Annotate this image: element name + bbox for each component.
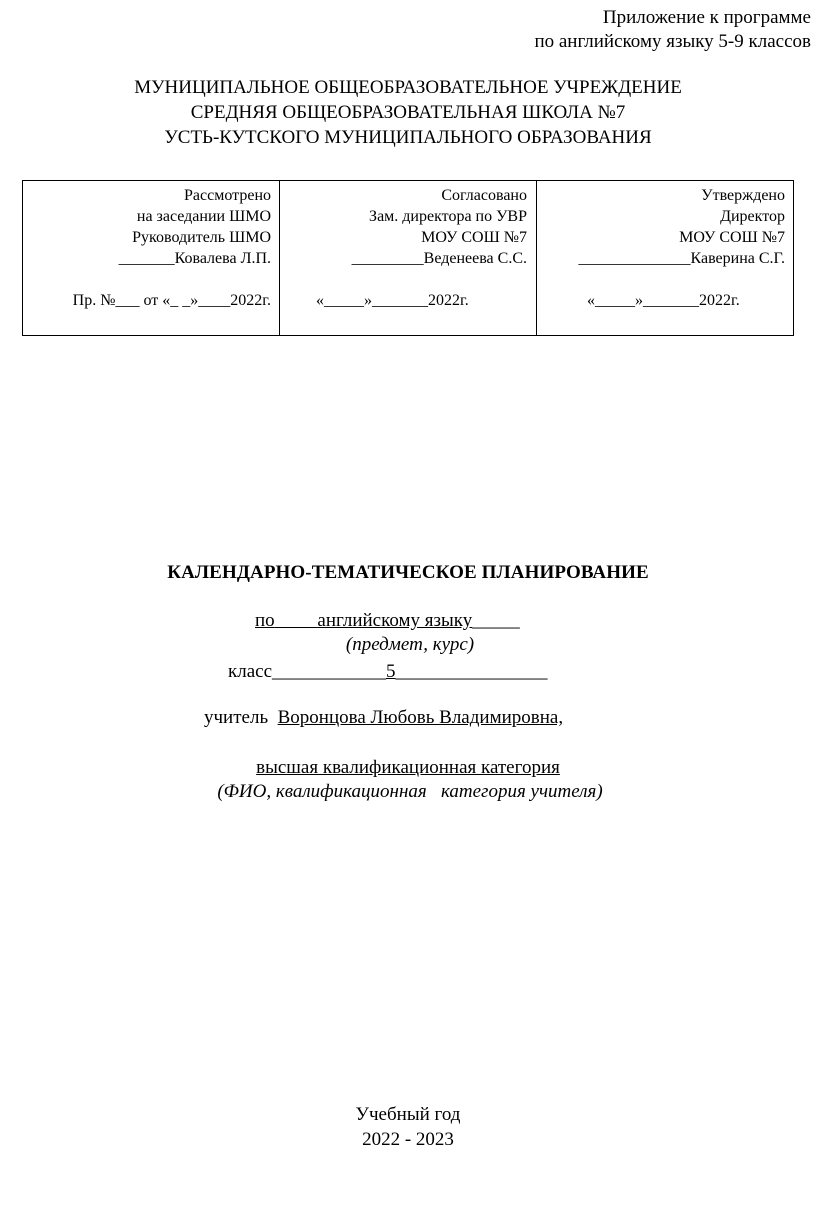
appendix-line-2: по английскому языку 5-9 классов [534,31,811,52]
agreed-line-2: Зам. директора по УВР [369,208,527,225]
teacher-category: высшая квалификационная категория [256,757,560,778]
school-line-3: УСТЬ-КУТСКОГО МУНИЦИПАЛЬНОГО ОБРАЗОВАНИЯ [164,127,652,148]
school-line-2: СРЕДНЯЯ ОБЩЕОБРАЗОВАТЕЛЬНАЯ ШКОЛА №7 [190,102,626,123]
document-title: КАЛЕНДАРНО-ТЕМАТИЧЕСКОЕ ПЛАНИРОВАНИЕ [167,562,649,583]
teacher-line [204,707,563,729]
reviewed-date: Пр. №___ от «_ _»____2022г. [72,292,271,309]
agreed-cell [280,181,537,336]
teacher-hint: (ФИО, квалификационная категория учителя) [217,781,603,802]
approvals-table [22,180,794,336]
academic-year [0,1102,816,1152]
class-value: 5 [386,661,396,682]
agreed-line-3: МОУ СОШ №7 [421,229,527,246]
approved-title: Утверждено [701,187,785,204]
year-value: 2022 - 2023 [362,1129,454,1150]
agreed-date: «_____»_______2022г. [316,292,469,309]
approved-line-3: МОУ СОШ №7 [679,229,785,246]
appendix-line-1: Приложение к программе [602,7,811,28]
appendix-note [534,6,811,54]
reviewed-title: Рассмотрено [184,187,271,204]
agreed-signature: _________Веденеева С.С. [351,250,527,267]
approved-cell [537,181,794,336]
subject-value: английскому языку [317,610,473,631]
reviewed-line-3: Руководитель ШМО [132,229,271,246]
school-header [0,75,816,150]
reviewed-cell [23,181,280,336]
approved-date: «_____»_______2022г. [587,292,740,309]
subject-hint: (предмет, курс) [345,634,475,655]
approved-line-2: Директор [720,208,785,225]
year-label: Учебный год [355,1104,461,1125]
reviewed-signature: _______Ковалева Л.П. [118,250,271,267]
subject-prefix: по [255,610,275,631]
reviewed-line-2: на заседании ШМО [136,208,271,225]
approved-signature: ______________Каверина С.Г. [578,250,785,267]
teacher-label: учитель [204,707,269,728]
teacher-name: Воронцова Любовь Владимировна, [277,707,564,728]
class-label: класс [228,661,273,682]
agreed-title: Согласовано [441,187,527,204]
class-line: класс____________5________________ [228,661,548,682]
school-line-1: МУНИЦИПАЛЬНОЕ ОБЩЕОБРАЗОВАТЕЛЬНОЕ УЧРЕЖДЕНИЕ [134,77,682,98]
subject-line: по английскому языку_____ [255,610,520,631]
